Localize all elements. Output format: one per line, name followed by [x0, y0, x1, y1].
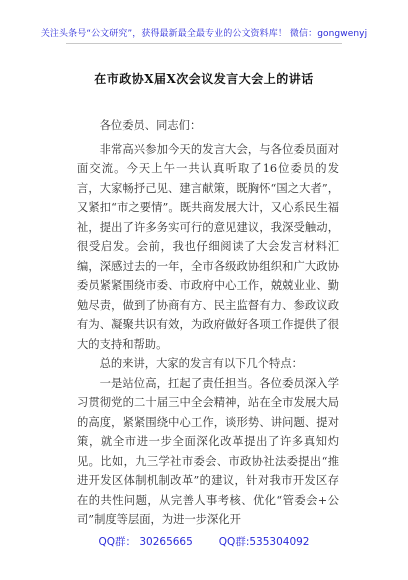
- footer-contact: [0, 534, 408, 549]
- footer-qq-group-1: QQ群： 30265665: [98, 536, 193, 548]
- document-body: [77, 116, 339, 530]
- document-title: 在市政协X届X次会议发言大会上的讲话: [94, 72, 314, 86]
- paragraph-2: 总的来讲，大家的发言有以下几个特点：: [99, 357, 303, 370]
- paragraph-1: 非常高兴参加今天的发言大会，与各位委员面对面交流。今天上午一共认真听取了16位委员的发言，大家畅抒己见、建言献策，既胸怀“国之大者”，又紧扣“市之要情”。既共商发展大计，又心系民生福祉，提出了许多务实可行的意见建议，我深受触动，很受启发。会前，我也仔细阅读了大会发言材料汇编，深感过去的一年，全市各级政协组织和广大政协委员紧紧围绕市委、市政府中心工作，兢兢业业、勤勉尽责，做到了协商有方、民主监督有力、参政议政有为、凝聚共识有效，为政府做好各项工作提供了很大的支持和帮助。: [77, 142, 339, 351]
- paragraph-3: 一是站位高，扛起了责任担当。各位委员深入学习贯彻党的二十届三中全会精神，站在全市发展大局的高度，紧紧围绕中心工作，谈形势、讲问题、提对策，就全市进一步全面深化改革提出了许多真知灼见。比如，九三学社市委会、市政协社法委提出“推进开发区体制机制改革”的建议，针对我市开发区存在的共性问题，从完善人事考核、优化“管委会+公司”制度等层面，为进一步深化开: [77, 376, 339, 526]
- salutation: 各位委员、同志们：: [99, 119, 202, 132]
- header-divider: [66, 43, 342, 44]
- header-promo-note: 关注头条号“公文研究”，获得最新最全最专业的公文资料库！ 微信：gongwenyj: [40, 29, 368, 39]
- footer-qq-group-2: QQ群:535304092: [218, 536, 310, 548]
